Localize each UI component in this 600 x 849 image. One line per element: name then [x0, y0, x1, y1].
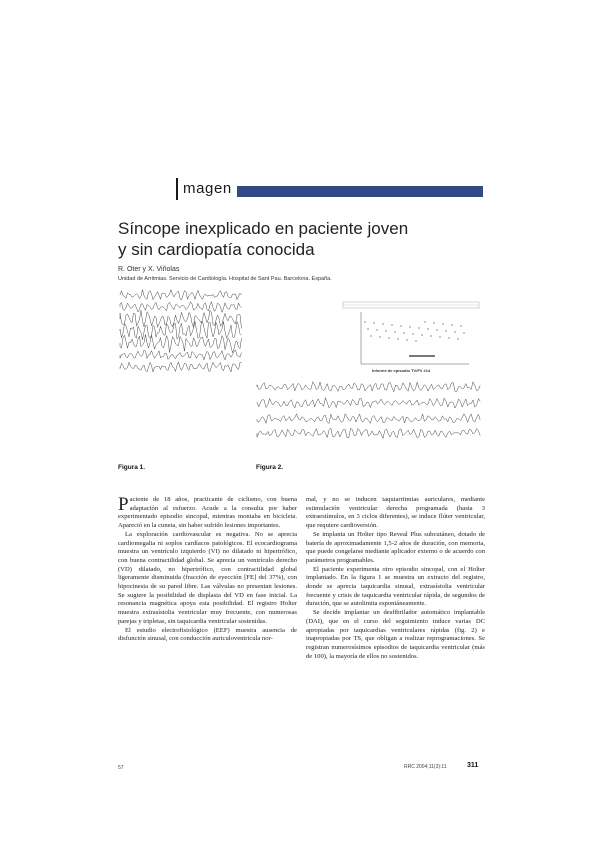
paragraph: mal, y no se inducen taquiarritmias auriculares, mediante estimulación ventricular derecha programada (hasta 3 extraestímulos, en 3 ciclos diferentes), se induce flúter ventricular, que requiere cardioversión.: [306, 496, 485, 530]
plot-point: [367, 328, 368, 329]
plot-point: [427, 328, 428, 329]
ecg-trace: [257, 382, 480, 392]
plot-point: [421, 334, 422, 335]
ecg-trace: [120, 290, 242, 300]
plot-point: [445, 330, 446, 331]
plot-point: [463, 332, 464, 333]
footer-page-number: 311: [467, 762, 479, 769]
plot-point: [409, 326, 410, 327]
plot-point: [364, 321, 365, 322]
plot-point: [457, 338, 458, 339]
plot-point: [433, 322, 434, 323]
figure-1-caption: Figura 1.: [118, 464, 146, 471]
plot-point: [397, 338, 398, 339]
ecg-trace: [120, 335, 242, 353]
body-column-left: [118, 496, 297, 644]
plot-point: [385, 330, 386, 331]
footer-page-left: 57: [118, 765, 124, 771]
dropcap: P: [118, 494, 129, 515]
body-column-right: [306, 496, 485, 661]
plot-point: [418, 327, 419, 328]
figure-2-caption: Figura 2.: [256, 464, 284, 471]
plot-point: [400, 325, 401, 326]
plot-point: [454, 331, 455, 332]
paragraph: La exploración cardiovascular es negativa. No se aprecia cardiomegalia ni soplos cardíacos patológicos. El ecocardiograma muestra un ventrículo izquierdo (VI) no dilatado ni hipertrófico, con buena contractilidad global. Se aprecia un ventrículo derecho (VD) dilatado, no hipertrófico, con contractilidad global ligeramente disminuida (fracción de eyección [FE] del 37%), con hipocinesia de su pared libre. Las válvulas no presentan lesiones. Se sugiere la posibilidad de displasia del VD en fase inicial. La resonancia magnética apoya esta posibilidad. El registro Holter muestra extrasístolia ventricular muy frecuente, con numerosas parejas y tripletas, sin taquicardia ventricular sostenidas.: [118, 530, 297, 625]
figure-2b-title: Informe de episodio TV/FV #14: [372, 368, 431, 373]
figure-1-ecg: [118, 285, 248, 375]
plot-point: [388, 337, 389, 338]
plot-point: [439, 336, 440, 337]
footer-journal: RRC 2004;11(3):11: [404, 764, 447, 770]
plot-point: [442, 323, 443, 324]
plot-point: [424, 321, 425, 322]
plot-point: [391, 324, 392, 325]
article-affiliation: Unidad de Arritmias. Servicio de Cardiología. Hospital de Sant Pau. Barcelona. España.: [118, 276, 332, 282]
plot-point: [436, 329, 437, 330]
article-authors: R. Oter y X. Viñolas: [118, 266, 180, 273]
plot-point: [373, 322, 374, 323]
ecg-trace: [120, 321, 242, 339]
paragraph: Se decide implantar un desfibrilador automático implantable (DAI), que en el curso del seguimiento induce varias DC apropiadas por taquicardias ventriculares rápidas (fig. 2) e inapropiadas por TS, que obligan a realizar reprogramaciones. Se registran numerosísimos episodios de taquicardia ventricular (más de 100), la mayoría de ellos no sostenidos.: [306, 609, 485, 660]
plot-point: [412, 333, 413, 334]
plot-point: [403, 332, 404, 333]
section-bar: [176, 178, 178, 200]
section-rule: [237, 186, 483, 197]
plot-point: [448, 337, 449, 338]
ecg-trace: [120, 302, 242, 313]
plot-point: [379, 336, 380, 337]
plot-point: [370, 335, 371, 336]
paragraph: El estudio electrofisiológico (EEF) muestra ausencia de disfunción sinusal, con conducción auriculoventricula nor-: [118, 626, 297, 643]
ecg-trace: [257, 398, 480, 408]
ecg-trace: [120, 362, 242, 372]
paragraph: El paciente experimenta otro episodio sincopal, con el Holter implantado. En la figura 1 se muestra un extracto del registro, donde se aprecia taquicardia sinusal, extrasístolia ventricular frecuente y crisis de taquicardia ventricular rápida, de segundos de duración, que se autolimita espontáneamente.: [306, 565, 485, 608]
figure-2b-icd-strips: [255, 375, 484, 441]
plot-point: [394, 331, 395, 332]
section-label: magen: [183, 180, 232, 197]
plot-point: [451, 324, 452, 325]
ecg-trace: [257, 428, 480, 438]
plot-point: [376, 329, 377, 330]
ecg-trace: [257, 414, 480, 424]
plot-point: [382, 323, 383, 324]
plot-point: [430, 335, 431, 336]
plot-point: [460, 325, 461, 326]
paragraph: Paciente de 18 años, practicante de ciclismo, con buena adaptación al esfuerzo. Acude a la consulta por haber experimentado episodio sincopal, mientras montaba en bicicleta. Apareció en la cuneta, sin haber sufrido lesiones importantes.: [118, 494, 297, 530]
article-title: Síncope inexplicado en paciente joven y sin cardiopatía conocida: [118, 219, 409, 259]
ecg-trace: [120, 350, 242, 360]
plot-point: [415, 340, 416, 341]
figure-2a-episode-plot: [339, 292, 483, 370]
plot-point: [406, 339, 407, 340]
paragraph: Se implanta un Holter tipo Reveal Plus subcutáneo, dotado de batería de aproximadamente 1,5-2 años de duración, con memoria, que puede congelarse mediante aplicador externo o de acuerdo con parámetros programables.: [306, 530, 485, 564]
section-header: [174, 178, 483, 200]
